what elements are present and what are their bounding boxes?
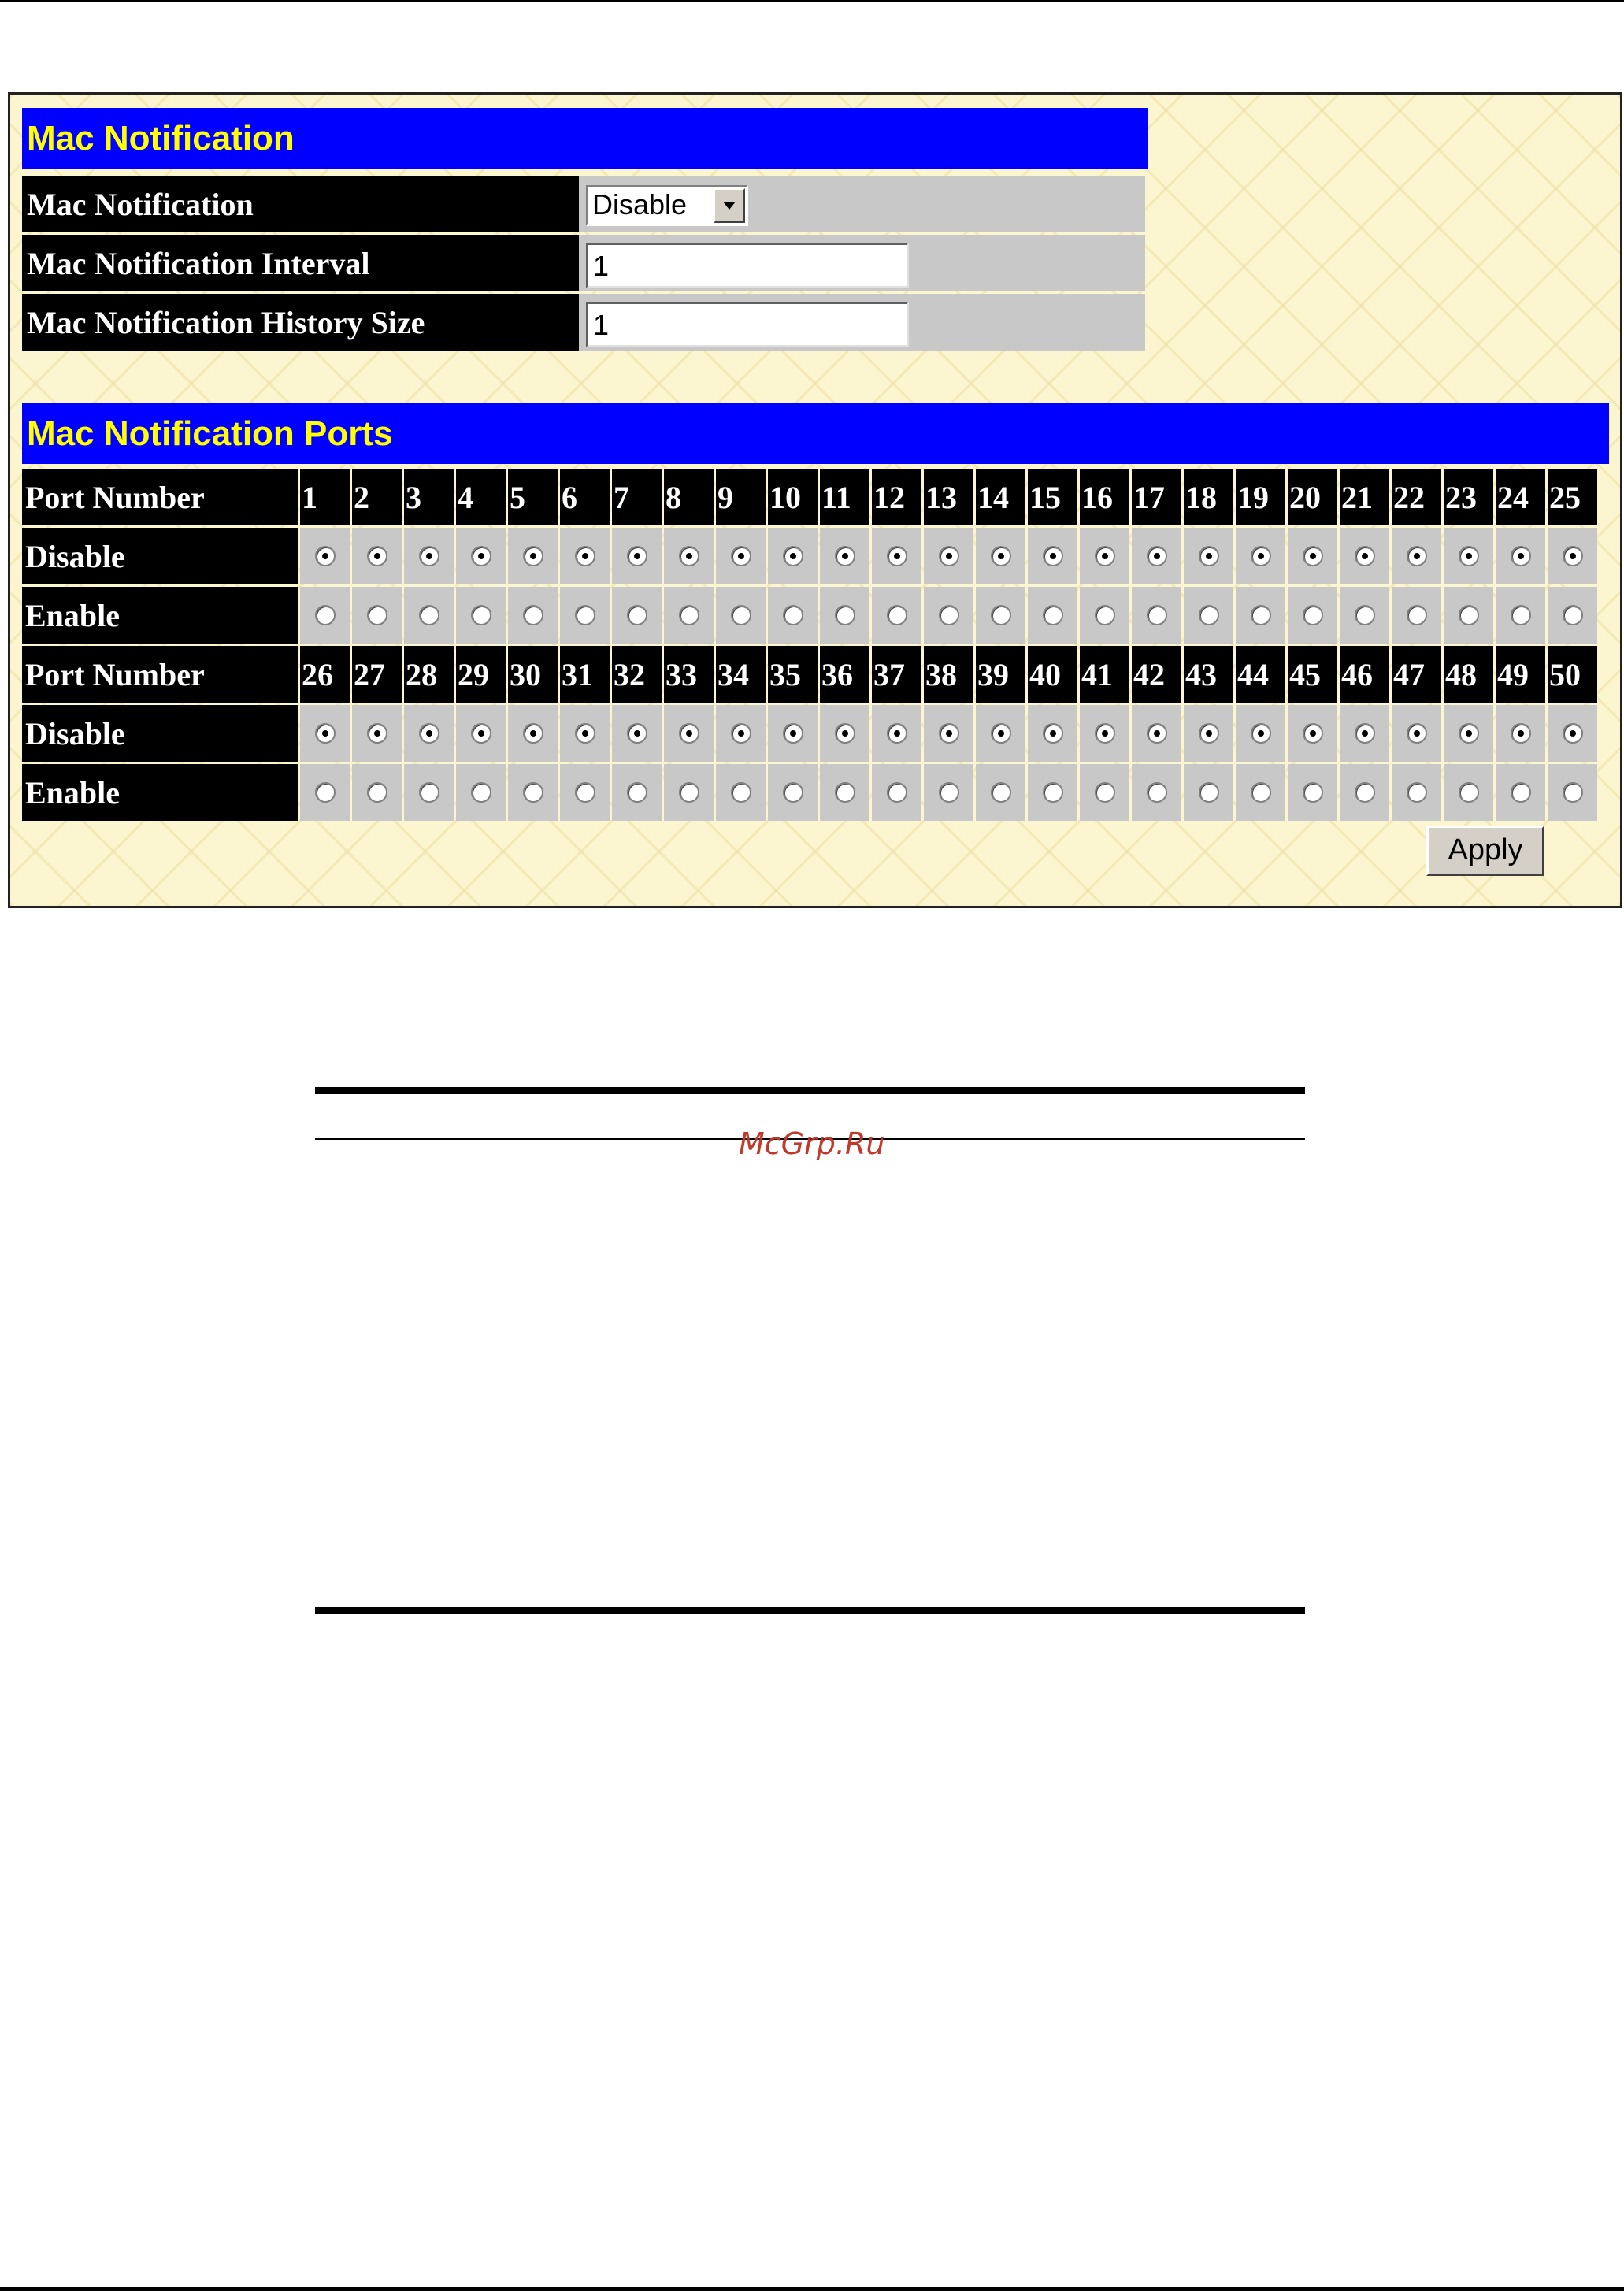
port-number-12: 12 [872, 469, 921, 525]
port-number-row [22, 469, 1597, 525]
mac-notification-label: Mac Notification [22, 176, 581, 232]
port-number-6: 6 [560, 469, 610, 525]
mac-notification-interval-input[interactable]: 1 [586, 243, 909, 288]
watermark-text: McGrp.Ru [739, 1126, 885, 1161]
port-number-32: 32 [612, 646, 662, 703]
port-35-disable-radio[interactable] [783, 723, 803, 744]
port-number-13: 13 [924, 469, 973, 525]
port-number-28: 28 [404, 646, 454, 703]
enable-row [22, 764, 1597, 821]
port-12-disable-radio[interactable] [887, 546, 907, 566]
port-31-enable-radio[interactable] [575, 782, 595, 803]
port-7-enable-radio[interactable] [627, 605, 647, 625]
port-34-enable-radio[interactable] [731, 782, 751, 803]
port-24-disable-radio[interactable] [1511, 546, 1531, 566]
port-17-disable-radio[interactable] [1147, 546, 1167, 566]
port-number-19: 19 [1236, 469, 1285, 525]
disable-label: Disable [22, 528, 298, 584]
disable-row [22, 705, 1597, 762]
port-25-enable-radio[interactable] [1563, 605, 1583, 625]
port-15-disable-radio[interactable] [1043, 546, 1063, 566]
port-number-46: 46 [1340, 646, 1389, 703]
mac-notification-settings [22, 173, 1145, 353]
port-49-enable-radio[interactable] [1511, 782, 1531, 803]
port-48-enable-radio[interactable] [1459, 782, 1479, 803]
port-number-50: 50 [1548, 646, 1597, 703]
mac-notification-select-value: Disable [592, 188, 688, 221]
port-number-35: 35 [768, 646, 818, 703]
port-number-label: Port Number [22, 469, 298, 525]
port-46-disable-radio[interactable] [1355, 723, 1375, 744]
disable-row [22, 528, 1597, 584]
port-number-15: 15 [1028, 469, 1077, 525]
port-number-17: 17 [1132, 469, 1181, 525]
port-28-enable-radio[interactable] [419, 782, 439, 803]
port-number-row [22, 646, 1597, 703]
port-48-disable-radio[interactable] [1459, 723, 1479, 744]
port-45-disable-radio[interactable] [1303, 723, 1323, 744]
port-number-label: Port Number [22, 646, 298, 703]
port-34-disable-radio[interactable] [731, 723, 751, 744]
port-number-1: 1 [300, 469, 350, 525]
port-33-enable-radio[interactable] [679, 782, 699, 803]
port-number-29: 29 [456, 646, 506, 703]
port-18-disable-radio[interactable] [1199, 546, 1219, 566]
port-number-24: 24 [1496, 469, 1545, 525]
port-10-enable-radio[interactable] [783, 605, 803, 625]
port-17-enable-radio[interactable] [1147, 605, 1167, 625]
port-number-36: 36 [820, 646, 869, 703]
chevron-down-icon[interactable] [714, 188, 745, 223]
port-8-disable-radio[interactable] [679, 546, 699, 566]
port-number-10: 10 [768, 469, 818, 525]
port-25-disable-radio[interactable] [1563, 546, 1583, 566]
port-number-5: 5 [508, 469, 558, 525]
port-number-47: 47 [1392, 646, 1441, 703]
port-47-disable-radio[interactable] [1407, 723, 1427, 744]
port-18-enable-radio[interactable] [1199, 605, 1219, 625]
port-31-disable-radio[interactable] [575, 723, 595, 744]
port-number-45: 45 [1288, 646, 1337, 703]
port-1-enable-radio[interactable] [315, 605, 336, 625]
port-5-enable-radio[interactable] [523, 605, 543, 625]
port-30-disable-radio[interactable] [523, 723, 543, 744]
port-38-enable-radio[interactable] [939, 782, 959, 803]
port-12-enable-radio[interactable] [887, 605, 907, 625]
port-39-disable-radio[interactable] [991, 723, 1011, 744]
port-47-enable-radio[interactable] [1407, 782, 1427, 803]
mac-notification-ports-title: Mac Notification Ports [22, 403, 1609, 464]
mac-notification-interval-row [22, 235, 1145, 291]
port-24-enable-radio[interactable] [1511, 605, 1531, 625]
port-36-disable-radio[interactable] [835, 723, 855, 744]
port-number-42: 42 [1132, 646, 1181, 703]
port-26-disable-radio[interactable] [315, 723, 336, 744]
port-37-disable-radio[interactable] [887, 723, 907, 744]
port-number-27: 27 [352, 646, 402, 703]
port-number-7: 7 [612, 469, 662, 525]
port-3-enable-radio[interactable] [419, 605, 439, 625]
port-49-disable-radio[interactable] [1511, 723, 1531, 744]
port-21-enable-radio[interactable] [1355, 605, 1375, 625]
mac-notification-row [22, 176, 1145, 232]
port-number-2: 2 [352, 469, 402, 525]
port-number-21: 21 [1340, 469, 1389, 525]
port-6-enable-radio[interactable] [575, 605, 595, 625]
port-number-26: 26 [300, 646, 350, 703]
port-50-disable-radio[interactable] [1563, 723, 1583, 744]
port-13-enable-radio[interactable] [939, 605, 959, 625]
port-28-disable-radio[interactable] [419, 723, 439, 744]
port-6-disable-radio[interactable] [575, 546, 595, 566]
port-33-disable-radio[interactable] [679, 723, 699, 744]
port-number-34: 34 [716, 646, 766, 703]
port-50-enable-radio[interactable] [1563, 782, 1583, 803]
port-number-9: 9 [716, 469, 766, 525]
port-1-disable-radio[interactable] [315, 546, 336, 566]
port-number-48: 48 [1444, 646, 1493, 703]
port-32-enable-radio[interactable] [627, 782, 647, 803]
port-number-31: 31 [560, 646, 610, 703]
port-2-disable-radio[interactable] [367, 546, 387, 566]
port-23-enable-radio[interactable] [1459, 605, 1479, 625]
port-29-enable-radio[interactable] [471, 782, 491, 803]
mac-notification-history-size-input[interactable]: 1 [586, 302, 909, 347]
port-13-disable-radio[interactable] [939, 546, 959, 566]
port-22-enable-radio[interactable] [1407, 605, 1427, 625]
mac-notification-panel [8, 92, 1622, 908]
port-number-39: 39 [976, 646, 1025, 703]
port-45-enable-radio[interactable] [1303, 782, 1323, 803]
port-10-disable-radio[interactable] [783, 546, 803, 566]
port-8-enable-radio[interactable] [679, 605, 699, 625]
port-16-enable-radio[interactable] [1095, 605, 1115, 625]
port-number-18: 18 [1184, 469, 1233, 525]
port-41-disable-radio[interactable] [1095, 723, 1115, 744]
port-40-disable-radio[interactable] [1043, 723, 1063, 744]
port-30-enable-radio[interactable] [523, 782, 543, 803]
port-number-25: 25 [1548, 469, 1597, 525]
apply-button[interactable]: Apply [1426, 826, 1544, 876]
port-16-disable-radio[interactable] [1095, 546, 1115, 566]
port-number-14: 14 [976, 469, 1025, 525]
port-4-enable-radio[interactable] [471, 605, 491, 625]
enable-label: Enable [22, 587, 298, 644]
port-number-37: 37 [872, 646, 921, 703]
port-number-38: 38 [924, 646, 973, 703]
port-44-enable-radio[interactable] [1251, 782, 1271, 803]
port-number-8: 8 [664, 469, 714, 525]
port-5-disable-radio[interactable] [523, 546, 543, 566]
port-43-enable-radio[interactable] [1199, 782, 1219, 803]
top-rule [0, 0, 1624, 2]
port-number-23: 23 [1444, 469, 1493, 525]
port-number-16: 16 [1080, 469, 1129, 525]
port-21-disable-radio[interactable] [1355, 546, 1375, 566]
bottom-rule [0, 2287, 1624, 2291]
port-9-disable-radio[interactable] [731, 546, 751, 566]
port-29-disable-radio[interactable] [471, 723, 491, 744]
port-40-enable-radio[interactable] [1043, 782, 1063, 803]
port-27-disable-radio[interactable] [367, 723, 387, 744]
mac-notification-history-size-row [22, 294, 1145, 351]
port-number-49: 49 [1496, 646, 1545, 703]
port-2-enable-radio[interactable] [367, 605, 387, 625]
port-4-disable-radio[interactable] [471, 546, 491, 566]
document-rule-top [315, 1087, 1305, 1094]
port-number-20: 20 [1288, 469, 1337, 525]
port-44-disable-radio[interactable] [1251, 723, 1271, 744]
port-42-disable-radio[interactable] [1147, 723, 1167, 744]
port-23-disable-radio[interactable] [1459, 546, 1479, 566]
mac-notification-interval-label: Mac Notification Interval [22, 235, 581, 291]
port-15-enable-radio[interactable] [1043, 605, 1063, 625]
enable-label: Enable [22, 764, 298, 821]
port-46-enable-radio[interactable] [1355, 782, 1375, 803]
port-9-enable-radio[interactable] [731, 605, 751, 625]
port-20-disable-radio[interactable] [1303, 546, 1323, 566]
enable-row [22, 587, 1597, 644]
port-number-44: 44 [1236, 646, 1285, 703]
mac-notification-history-size-label: Mac Notification History Size [22, 294, 581, 351]
port-11-enable-radio[interactable] [835, 605, 855, 625]
port-36-enable-radio[interactable] [835, 782, 855, 803]
port-38-disable-radio[interactable] [939, 723, 959, 744]
port-22-disable-radio[interactable] [1407, 546, 1427, 566]
port-11-disable-radio[interactable] [835, 546, 855, 566]
port-number-3: 3 [404, 469, 454, 525]
port-number-40: 40 [1028, 646, 1077, 703]
mac-notification-ports-table [20, 466, 1600, 823]
port-14-enable-radio[interactable] [991, 605, 1011, 625]
port-35-enable-radio[interactable] [783, 782, 803, 803]
port-number-22: 22 [1392, 469, 1441, 525]
port-42-enable-radio[interactable] [1147, 782, 1167, 803]
port-number-33: 33 [664, 646, 714, 703]
port-37-enable-radio[interactable] [887, 782, 907, 803]
port-41-enable-radio[interactable] [1095, 782, 1115, 803]
port-39-enable-radio[interactable] [991, 782, 1011, 803]
port-number-30: 30 [508, 646, 558, 703]
port-3-disable-radio[interactable] [419, 546, 439, 566]
port-7-disable-radio[interactable] [627, 546, 647, 566]
mac-notification-title: Mac Notification [22, 108, 1148, 169]
port-43-disable-radio[interactable] [1199, 723, 1219, 744]
document-rule-bottom [315, 1607, 1305, 1614]
port-19-disable-radio[interactable] [1251, 546, 1271, 566]
port-number-4: 4 [456, 469, 506, 525]
port-32-disable-radio[interactable] [627, 723, 647, 744]
mac-notification-select[interactable] [586, 185, 748, 226]
port-number-11: 11 [820, 469, 869, 525]
disable-label: Disable [22, 705, 298, 762]
port-14-disable-radio[interactable] [991, 546, 1011, 566]
port-19-enable-radio[interactable] [1251, 605, 1271, 625]
port-number-43: 43 [1184, 646, 1233, 703]
port-26-enable-radio[interactable] [315, 782, 336, 803]
port-20-enable-radio[interactable] [1303, 605, 1323, 625]
port-number-41: 41 [1080, 646, 1129, 703]
port-27-enable-radio[interactable] [367, 782, 387, 803]
